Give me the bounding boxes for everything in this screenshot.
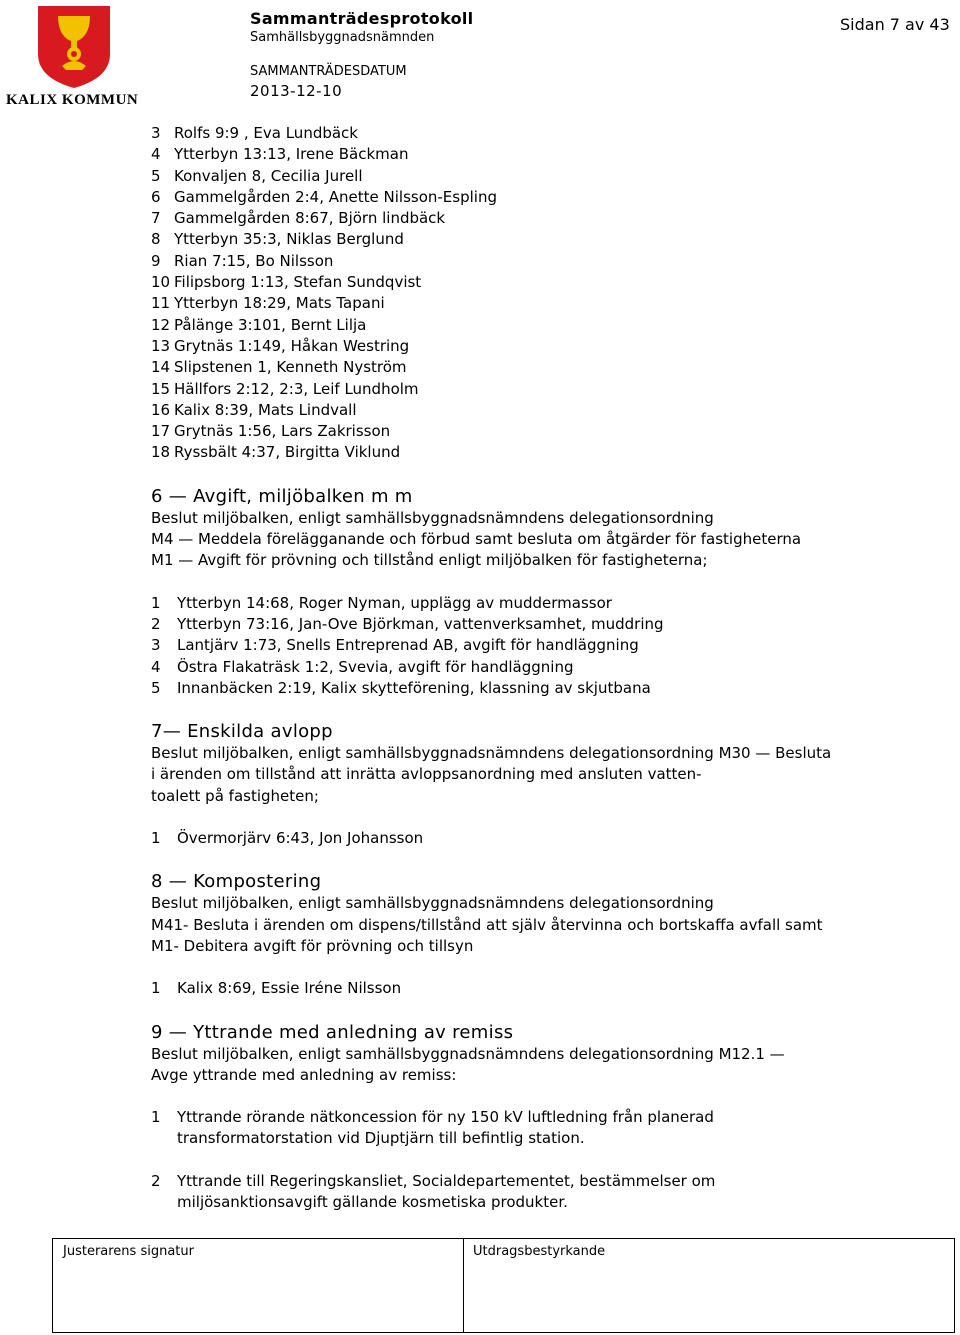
logo-text: KALIX KOMMUN — [6, 92, 139, 108]
section-text: Beslut miljöbalken, enligt samhällsbyggnadsnämndens delegationsordning M30 — Besluta — [151, 744, 832, 763]
item-text: Innanbäcken 2:19, Kalix skytteförening, klassning av skjutbana — [177, 678, 651, 697]
item-text: Konvaljen 8, Cecilia Jurell — [174, 166, 363, 185]
list-item — [151, 1171, 951, 1192]
item-number: 4 — [151, 657, 161, 676]
list-item — [151, 229, 951, 250]
list-item-continuation — [151, 1128, 951, 1149]
item-number: 7 — [151, 209, 161, 228]
item-number: 5 — [151, 166, 161, 185]
section-item-list — [151, 593, 951, 699]
page-number: Sidan 7 av 43 — [840, 15, 950, 34]
item-text: Östra Flakaträsk 1:2, Svevia, avgift för handläggning — [177, 657, 574, 676]
section-text: M1- Debitera avgift för prövning och tillsyn — [151, 936, 474, 955]
certification-cell — [463, 1239, 954, 1332]
list-item — [151, 336, 951, 357]
item-text: Filipsborg 1:13, Stefan Sundqvist — [174, 273, 422, 292]
item-text: Grytnäs 1:149, Håkan Westring — [174, 336, 410, 355]
section-text: M1 — Avgift för prövning och tillstånd enligt miljöbalken för fastigheterna; — [151, 551, 708, 570]
item-number: 2 — [151, 1171, 161, 1190]
item-text: transformatorstation vid Djuptjärn till befintlig station. — [177, 1129, 585, 1148]
item-text: Ryssbält 4:37, Birgitta Viklund — [174, 443, 401, 462]
item-number: 13 — [151, 336, 171, 355]
item-number: 5 — [151, 678, 161, 697]
item-text: Rian 7:15, Bo Nilsson — [174, 251, 334, 270]
list-item-continuation — [151, 1192, 951, 1213]
committee-name: Samhällsbyggnadsnämnden — [250, 30, 435, 45]
item-number: 4 — [151, 145, 161, 164]
item-number: 3 — [151, 124, 161, 142]
list-item — [151, 315, 951, 336]
list-item — [151, 187, 951, 208]
section-text: Beslut miljöbalken, enligt samhällsbyggnadsnämndens delegationsordning — [151, 508, 714, 527]
list-item — [151, 1107, 951, 1128]
list-item — [151, 251, 951, 272]
item-number: 12 — [151, 315, 171, 334]
list-item — [151, 657, 951, 678]
item-text: Ytterbyn 18:29, Mats Tapani — [174, 294, 385, 313]
item-text: Ytterbyn 13:13, Irene Bäckman — [174, 145, 409, 164]
section-item-list — [151, 978, 951, 999]
item-text: Gammelgården 8:67, Björn lindbäck — [174, 209, 446, 228]
item-number: 9 — [151, 251, 161, 270]
item-text: Kalix 8:39, Mats Lindvall — [174, 400, 357, 419]
list-item — [151, 978, 951, 999]
section-heading: 6 — Avgift, miljöbalken m m — [151, 485, 413, 507]
item-text: Ytterbyn 73:16, Jan-Ove Björkman, vattenverksamhet, muddring — [177, 614, 664, 633]
meeting-date: 2013-12-10 — [250, 82, 343, 100]
item-number: 8 — [151, 230, 161, 249]
list-item — [151, 144, 951, 165]
item-number: 15 — [151, 379, 171, 398]
list-item — [151, 166, 951, 187]
section-text: i ärenden om tillstånd att inrätta avloppsanordning med ansluten vatten- — [151, 765, 702, 784]
property-list — [151, 123, 951, 464]
section-heading: 7— Enskilda avlopp — [151, 721, 333, 743]
list-item — [151, 123, 951, 144]
document-title: Sammanträdesprotokoll — [250, 9, 474, 28]
list-item — [151, 293, 951, 314]
meeting-date-label: SAMMANTRÄDESDATUM — [250, 64, 407, 79]
section-heading: 9 — Yttrande med anledning av remiss — [151, 1021, 514, 1043]
list-item — [151, 614, 951, 635]
item-number: 1 — [151, 593, 161, 612]
list-item — [151, 635, 951, 656]
list-item — [151, 400, 951, 421]
section-text: M4 — Meddela förelägganande och förbud samt besluta om åtgärder för fastigheterna — [151, 530, 802, 549]
item-text: Pålänge 3:101, Bernt Lilja — [174, 315, 367, 334]
section-text: Avge yttrande med anledning av remiss: — [151, 1065, 457, 1084]
item-text: Gammelgården 2:4, Anette Nilsson-Espling — [174, 187, 497, 206]
item-number: 1 — [151, 1108, 161, 1127]
list-item — [151, 357, 951, 378]
item-number: 11 — [151, 294, 171, 313]
section-text: Beslut miljöbalken, enligt samhällsbyggnadsnämndens delegationsordning — [151, 894, 714, 913]
item-text: Lantjärv 1:73, Snells Entreprenad AB, avgift för handläggning — [177, 636, 639, 655]
item-text: Ytterbyn 35:3, Niklas Berglund — [174, 230, 404, 249]
section-text: M41- Besluta i ärenden om dispens/tillstånd att själv återvinna och bortskaffa avfall samt — [151, 915, 823, 934]
signature-table — [52, 1238, 955, 1333]
item-text: Kalix 8:69, Essie Iréne Nilsson — [177, 979, 402, 998]
item-text: Yttrande till Regeringskansliet, Socialdepartementet, bestämmelser om — [177, 1171, 716, 1190]
list-item — [151, 421, 951, 442]
item-text: Slipstenen 1, Kenneth Nyström — [174, 358, 407, 377]
list-item — [151, 593, 951, 614]
document-body — [151, 123, 951, 1213]
item-text: Övermorjärv 6:43, Jon Johansson — [177, 829, 424, 848]
crest-icon — [36, 4, 112, 90]
signature-cell — [53, 1239, 464, 1332]
item-number: 1 — [151, 979, 161, 998]
item-number: 3 — [151, 636, 161, 655]
item-text: Hällfors 2:12, 2:3, Leif Lundholm — [174, 379, 419, 398]
item-text: miljösanktionsavgift gällande kosmetiska produkter. — [177, 1192, 568, 1211]
item-number: 16 — [151, 400, 171, 419]
item-number: 18 — [151, 443, 171, 462]
signature-label: Justerarens signatur — [63, 1244, 194, 1259]
list-item — [151, 678, 951, 699]
item-number: 6 — [151, 187, 161, 206]
list-item — [151, 442, 951, 463]
item-text: Rolfs 9:9 , Eva Lundbäck — [174, 124, 358, 142]
item-number: 10 — [151, 273, 171, 292]
item-number: 14 — [151, 358, 171, 377]
item-text: Ytterbyn 14:68, Roger Nyman, upplägg av muddermassor — [177, 593, 612, 612]
list-item — [151, 272, 951, 293]
section-heading: 8 — Kompostering — [151, 871, 322, 893]
item-number: 2 — [151, 614, 161, 633]
list-item — [151, 828, 951, 849]
list-item — [151, 379, 951, 400]
item-number: 1 — [151, 829, 161, 848]
item-text: Yttrande rörande nätkoncession för ny 150 kV luftledning från planerad — [177, 1108, 714, 1127]
certification-label: Utdragsbestyrkande — [473, 1244, 606, 1259]
section-item-list — [151, 828, 951, 849]
item-number: 17 — [151, 422, 171, 441]
municipality-logo — [6, 4, 146, 109]
section-text: toalett på fastigheten; — [151, 786, 319, 805]
section-text: Beslut miljöbalken, enligt samhällsbyggnadsnämndens delegationsordning M12.1 — — [151, 1044, 785, 1063]
list-item — [151, 208, 951, 229]
item-text: Grytnäs 1:56, Lars Zakrisson — [174, 422, 391, 441]
